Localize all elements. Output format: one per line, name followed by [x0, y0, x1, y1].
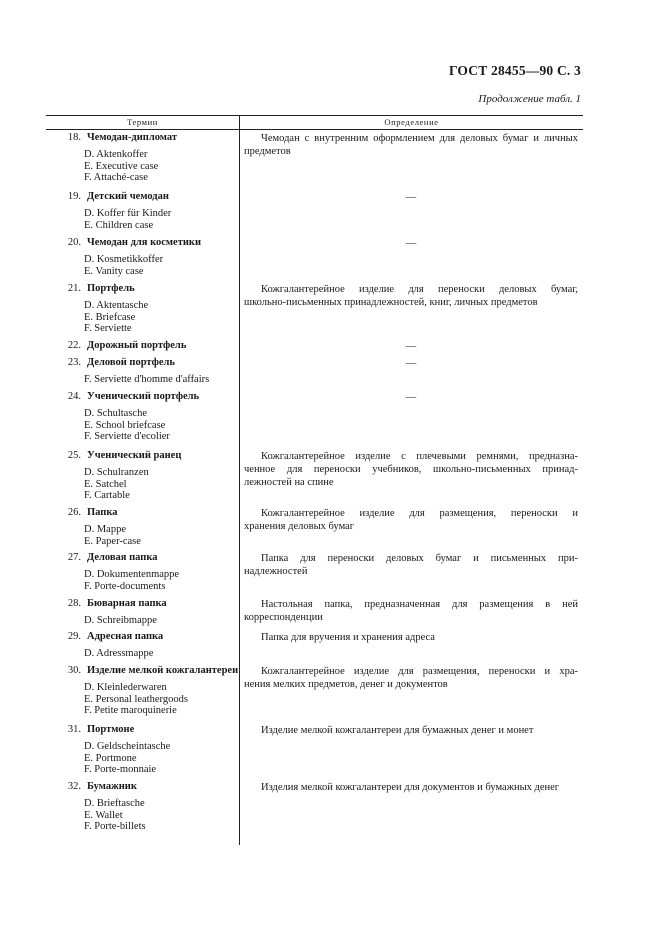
foreign-equivalent: D. Kleinlederwaren — [84, 682, 167, 693]
definition-dash: — — [405, 392, 417, 403]
term-heading — [46, 724, 238, 736]
term-number: 20. — [67, 237, 81, 248]
column-header-definition: Определение — [384, 117, 439, 127]
term-heading — [46, 631, 238, 643]
foreign-equivalent: F. Attaché-case — [84, 172, 148, 183]
term-name: Изделие мелкой кожгалантереи — [87, 665, 239, 676]
term-number: 18. — [67, 132, 81, 143]
term-cell — [46, 598, 238, 627]
term-cell — [46, 665, 238, 717]
foreign-equivalent: E. Children case — [84, 219, 154, 231]
definition-cell — [244, 552, 578, 578]
foreign-equivalent: D. Schultasche — [84, 408, 147, 419]
foreign-equivalent: F. Porte-documents — [84, 580, 166, 592]
definition-cell — [244, 357, 578, 370]
term-heading — [46, 781, 238, 793]
table-header-rule — [46, 129, 583, 130]
term-name: Адресная папка — [87, 631, 164, 642]
page-header: ГОСТ 28455—90 С. 3 — [448, 63, 581, 78]
foreign-equivalent: D. Mappe — [84, 524, 126, 535]
definition-cell — [244, 340, 578, 353]
term-name: Деловая папка — [87, 552, 158, 563]
foreign-equivalent: E. Vanity case — [84, 265, 144, 277]
definition-line: хранения деловых бумаг — [244, 521, 355, 532]
definition-cell — [244, 237, 578, 250]
term-number: 30. — [67, 665, 81, 676]
term-cell — [46, 552, 238, 592]
term-name: Бумажник — [87, 781, 137, 792]
definition-cell — [244, 191, 578, 204]
foreign-equivalent: D. Schulranzen — [84, 467, 149, 478]
body-column-divider — [239, 129, 240, 845]
term-heading — [46, 450, 238, 462]
foreign-equivalent: D. Dokumentenmappe — [84, 569, 180, 580]
definition-line: надлежностей — [244, 566, 308, 577]
foreign-equivalent: F. Serviette d'homme d'affairs — [84, 374, 210, 385]
term-number: 23. — [67, 357, 81, 368]
foreign-equivalent: F. Cartable — [84, 490, 130, 501]
term-cell — [46, 781, 238, 833]
term-cell — [46, 132, 238, 184]
term-heading — [46, 552, 238, 564]
definition-cell — [244, 665, 578, 691]
definition-line: Папка для вручения и хранения адреса — [261, 632, 435, 643]
definition-cell — [244, 781, 578, 794]
foreign-equivalent: E. Satchel — [84, 478, 127, 490]
definition-cell — [244, 598, 578, 624]
term-cell — [46, 237, 238, 277]
term-number: 25. — [67, 450, 81, 461]
term-cell — [46, 450, 238, 502]
foreign-equivalent: E. Personal leathergoods — [84, 693, 188, 705]
foreign-equivalent: D. Aktenkoffer — [84, 149, 148, 160]
table-continuation-note: Продолжение табл. 1 — [478, 93, 581, 105]
definition-cell — [244, 631, 578, 644]
definition-line: Чемодан с внутренним оформлением для деловых бумаг и личных — [261, 133, 578, 144]
term-heading — [46, 507, 238, 519]
term-heading — [46, 598, 238, 610]
definition-cell — [244, 450, 578, 489]
definition-line: Кожгалантерейное изделие для размещения, переноски и хра- — [261, 666, 578, 677]
definition-line: корреспонденции — [244, 612, 323, 623]
foreign-equivalent: E. School briefcase — [84, 419, 166, 431]
definition-line: школьно-письменных принадлежностей, книг, личных предметов — [244, 297, 538, 308]
term-number: 19. — [67, 191, 81, 202]
term-number: 26. — [67, 507, 81, 518]
term-number: 24. — [67, 391, 81, 402]
term-name: Ученический портфель — [87, 391, 200, 402]
term-name: Бюварная папка — [87, 598, 167, 609]
term-heading — [46, 283, 238, 295]
definition-line: предметов — [244, 146, 291, 157]
foreign-equivalent: F. Petite maroquinerie — [84, 705, 177, 716]
term-name: Дорожный портфель — [87, 340, 187, 351]
term-cell — [46, 191, 238, 231]
definition-line: Изделия мелкой кожгалантереи для документов и бумажных денег — [261, 782, 560, 793]
foreign-equivalent: D. Adressmappe — [84, 648, 154, 659]
term-heading — [46, 191, 238, 203]
foreign-equivalent: E. Paper-case — [84, 535, 141, 547]
term-cell — [46, 631, 238, 660]
definition-dash: — — [405, 341, 417, 352]
term-number: 31. — [67, 724, 81, 735]
term-name: Портфель — [87, 283, 135, 294]
definition-line: нения мелких предметов, денег и документов — [244, 679, 448, 690]
foreign-equivalent: E. Wallet — [84, 809, 123, 821]
foreign-equivalent: F. Serviette d'ecolier — [84, 431, 170, 442]
term-name: Чемодан-дипломат — [87, 132, 178, 143]
definition-dash: — — [405, 192, 417, 203]
foreign-equivalent: D. Kosmetikkoffer — [84, 254, 164, 265]
definition-line: Кожгалантерейное изделие для размещения, переноски и — [261, 508, 578, 519]
term-number: 22. — [67, 340, 81, 351]
term-heading — [46, 237, 238, 249]
term-cell — [46, 357, 238, 386]
definition-line: ченное для переноски учебников, школьно-письменных принад- — [244, 464, 578, 475]
definition-dash: — — [405, 238, 417, 249]
foreign-equivalent: F. Serviette — [84, 323, 132, 334]
definition-cell — [244, 724, 578, 737]
term-name: Портмоне — [87, 724, 135, 735]
term-number: 21. — [67, 283, 81, 294]
term-name: Ученический ранец — [87, 450, 182, 461]
foreign-equivalent: F. Porte-billets — [84, 821, 146, 832]
definition-line: лежностей на спине — [244, 477, 334, 488]
term-cell — [46, 391, 238, 443]
term-name: Папка — [87, 507, 118, 518]
term-number: 32. — [67, 781, 81, 792]
term-heading — [46, 340, 238, 352]
definition-dash: — — [405, 358, 417, 369]
foreign-equivalent: D. Geldscheintasche — [84, 741, 171, 752]
term-name: Чемодан для косметики — [87, 237, 202, 248]
term-heading — [46, 391, 238, 403]
term-name: Детский чемодан — [87, 191, 169, 202]
foreign-equivalent: E. Executive case — [84, 160, 159, 172]
foreign-equivalent: D. Brieftasche — [84, 798, 145, 809]
foreign-equivalent: F. Porte-monnaie — [84, 764, 157, 775]
foreign-equivalent: D. Aktentasche — [84, 300, 149, 311]
foreign-equivalent: E. Portmone — [84, 752, 137, 764]
definition-cell — [244, 283, 578, 309]
term-number: 29. — [67, 631, 81, 642]
term-name: Деловой портфель — [87, 357, 175, 368]
definition-line: Кожгалантерейное изделие с плечевыми ремнями, предназна- — [261, 451, 578, 462]
term-heading — [46, 665, 238, 677]
terms-table — [46, 115, 583, 845]
term-cell — [46, 283, 238, 335]
foreign-equivalent: D. Koffer für Kinder — [84, 208, 172, 219]
definition-line: Папка для переноски деловых бумаг и письменных при- — [261, 553, 578, 564]
term-cell — [46, 507, 238, 547]
definition-line: Изделие мелкой кожгалантереи для бумажных денег и монет — [261, 725, 534, 736]
term-number: 27. — [67, 552, 81, 563]
table-top-rule — [46, 115, 583, 116]
foreign-equivalent: E. Briefcase — [84, 311, 136, 323]
term-number: 28. — [67, 598, 81, 609]
term-heading — [46, 132, 238, 144]
column-header-term: Термин — [127, 117, 158, 127]
definition-cell — [244, 507, 578, 533]
definition-line: Настольная папка, предназначенная для размещения в ней — [261, 599, 578, 610]
definition-line: Кожгалантерейное изделие для переноски деловых бумаг, — [261, 284, 578, 295]
foreign-equivalent: D. Schreibmappe — [84, 615, 157, 626]
term-heading — [46, 357, 238, 369]
term-cell — [46, 340, 238, 352]
definition-cell — [244, 391, 578, 404]
term-cell — [46, 724, 238, 776]
definition-cell — [244, 132, 578, 158]
